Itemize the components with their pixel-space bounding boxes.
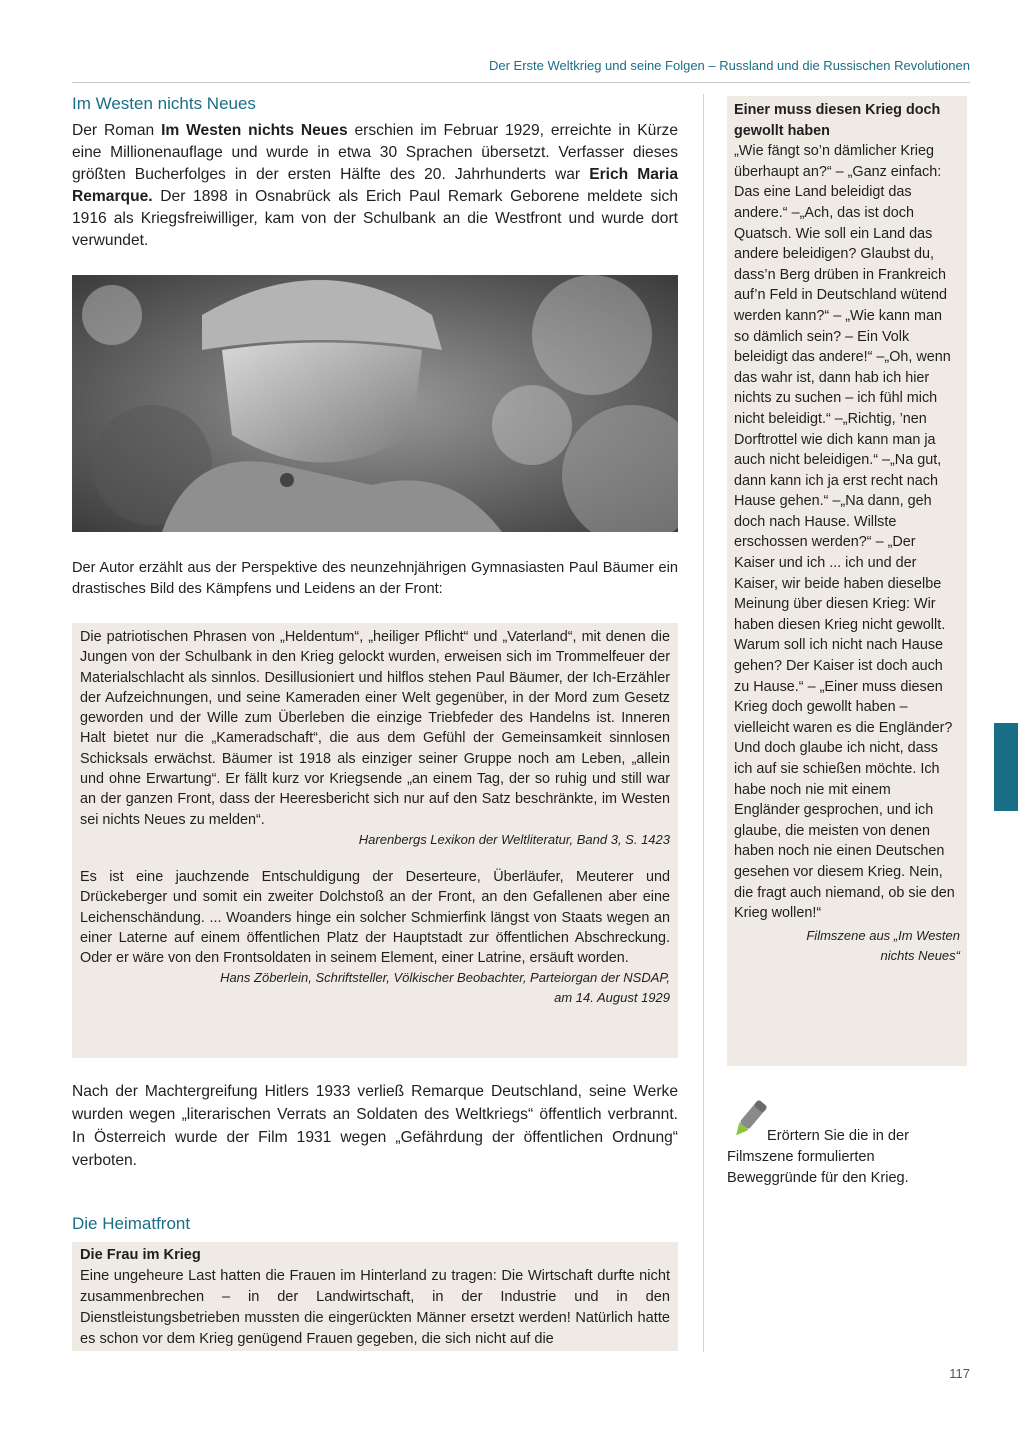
harenberg-source: Harenbergs Lexikon der Weltliteratur, Band 3, S. 1423 bbox=[358, 831, 670, 847]
sidebar-source-line1: Filmszene aus „Im Westen bbox=[806, 927, 960, 943]
chapter-tab bbox=[994, 723, 1018, 811]
page-number: 117 bbox=[949, 1366, 970, 1381]
zoeberlein-source-line1: Hans Zöberlein, Schriftsteller, Völkischer Beobachter, Parteiorgan der NSDAP, bbox=[220, 970, 670, 986]
film-still-photo bbox=[72, 275, 678, 532]
intro-text-1: Der Roman bbox=[72, 122, 162, 139]
sidebar-title: Einer muss diesen Krieg doch gewollt haben bbox=[734, 102, 941, 139]
column-divider bbox=[703, 94, 704, 1352]
running-title: Der Erste Weltkrieg und seine Folgen – Russland und die Russischen Revolutionen bbox=[488, 58, 970, 73]
perspective-text: Der Autor erzählt aus der Perspektive des neunzehnjährigen Gymnasiasten Paul Bäumer ein drastisches Bild des Kämpfens und Leidens an der Front: bbox=[72, 560, 678, 597]
author-name: Erich Maria Remarque. bbox=[72, 166, 678, 205]
task-text: Erörtern Sie die in der Filmszene formulierten Beweggründe für den Krieg. bbox=[727, 1128, 909, 1186]
intro-text-2: erschien im Februar 1929, erreichte in Kürze eine Millionenauflage und wurde in etwa 30 Sprachen übersetzt. Verfasser dieses größten Bucherfolges in der ersten Hälfte des 20. Jahrhunderts war bbox=[72, 122, 679, 183]
frau-im-krieg-box bbox=[72, 1242, 678, 1351]
intro-paragraph bbox=[72, 120, 678, 252]
section-heading-heimatfront: Die Heimatfront bbox=[72, 1214, 191, 1233]
section-heading-westen: Im Westen nichts Neues bbox=[72, 94, 256, 113]
frau-box-title: Die Frau im Krieg bbox=[80, 1247, 201, 1263]
soldier-photo-illustration bbox=[72, 275, 678, 532]
harenberg-quote: Die patriotischen Phrasen von „Heldentum“, „heiliger Pflicht“ und „Vaterland“, mit denen die Jungen von der Schulbank in den Krieg gelockt wurden, erweisen sich im Trommelfeuer der Materialschlacht als sinnlos. Desillusioniert und hilflos stehen Paul Bäumer, der Ich-Erzähler der Aufzeichnungen, und seine Kameraden einer Welt gegenüber, in der Mord zum Gesetz geworden und der Wille zum Überleben die einzige Triebfeder des Handelns ist. Inneren Halt bietet nur die „Kameradschaft“, die aus dem Gefühl der Gemeinsamkeit sinnlosen Schicksals erwächst. Bäumer ist 1918 als einziger seiner Gruppe noch am Leben, „allein und ohne Erwartung“. Er fällt kurz vor Kriegsende „an einem Tag, der so ruhig und still war an der ganzen Front, dass der Heeresbericht sich nur auf den Satz beschränkte, im Westen sei nichts Neues zu melden“. bbox=[80, 629, 670, 828]
book-title: Im Westen nichts Neues bbox=[161, 122, 348, 139]
zoeberlein-quote: Es ist eine jauchzende Entschuldigung der Deserteure, Überläufer, Meuterer und Drückeberger und somit ein zweiter Dolchstoß an der Front, an den Gefallenen aber eine Leichenschändung. ... Woanders hinge ein solcher Schmierfink längst von Staats wegen an einer Laterne auf einem öffentlichen Platz der Hauptstadt zur öffentlichen Abschreckung. Oder er wäre von den Frontsoldaten in seinem Element, einer Latrine, ersäuft worden. bbox=[80, 868, 670, 967]
film-scene-sidebar bbox=[727, 96, 967, 1066]
sidebar-source-line2: nichts Neues“ bbox=[880, 948, 960, 964]
closing-text: Nach der Machtergreifung Hitlers 1933 verließ Remarque Deutschland, seine Werke wurden wegen „literarischen Verrats an Soldaten des Weltkriegs“ öffentlich verbrannt. In Österreich wurde der Film 1931 wegen „Gefährdung der öffentlichen Ordnung“ verboten. bbox=[72, 1083, 678, 1169]
sidebar-dialogue: „Wie fängt so’n dämlicher Krieg überhaupt an?“ – „Ganz einfach: Das eine Land beleidigt das andere.“ –„Ach, das ist doch Quatsch. Wie soll ein Land das andere beleidigen? Glaubst du, dass’n Berg drüben in Frankreich auf’n Feld in Deutschland wütend werden kann?“ – „Wie kann man so dämlich sein? – Ein Volk beleidigt das andere!“ –„Oh, wenn das wahr ist, dann hab ich hier nichts zu suchen – ich fühl mich nicht beleidigt.“ –„Richtig, ’nen Dorftrottel wie dich kann man ja auch nicht beleidigen.“ –„Na gut, dann kann ich ja erst recht nach Hause gehen.“ –„Na dann, geh doch nach Hause. Willste erschossen werden?“ – „Der Kaiser und ich ... ich und der Kaiser, wir beide haben dieselbe Meinung über diesen Krieg: Wir haben diesen Krieg nicht gewollt. Warum soll ich nicht nach Hause gehen? Der Kaiser ist doch auch zu Hause.“ – „Einer muss diesen Krieg doch gewollt haben – vielleicht waren es die Engländer? Und doch glaube ich nicht, dass ich auf sie schießen möchte. Ich habe noch nie mit einem Engländer gesprochen, und ich glaube, die meisten von denen haben noch nie einen Deutschen gesehen vor diesem Krieg. Nein, die fragt auch niemand, ob sie den Krieg wollen!“ bbox=[734, 143, 955, 922]
frau-box-text: Eine ungeheure Last hatten die Frauen im Hinterland zu tragen: Die Wirtschaft durfte nicht zusammenbrechen – in der Landwirtschaft, in der Industrie und in den Dienstleistungsbetrieben mussten die eingerückten Männer ersetzt werden! Natürlich hatte es schon vor dem Krieg genügend Frauen gegeben, die sich nicht auf die bbox=[80, 1268, 670, 1347]
closing-paragraph bbox=[72, 1080, 678, 1172]
intro-text-3: Der 1898 in Osnabrück als Erich Paul Remark Geborene meldete sich 1916 als Kriegsfreiwilliger, kam von der Schulbank an die Westfront und wurde dort verwundet. bbox=[72, 188, 678, 249]
task-instruction bbox=[727, 1126, 967, 1189]
header-divider bbox=[72, 82, 970, 83]
quotes-box bbox=[72, 623, 678, 1058]
photo-caption-paragraph bbox=[72, 558, 678, 600]
zoeberlein-source-line2: am 14. August 1929 bbox=[554, 990, 670, 1006]
